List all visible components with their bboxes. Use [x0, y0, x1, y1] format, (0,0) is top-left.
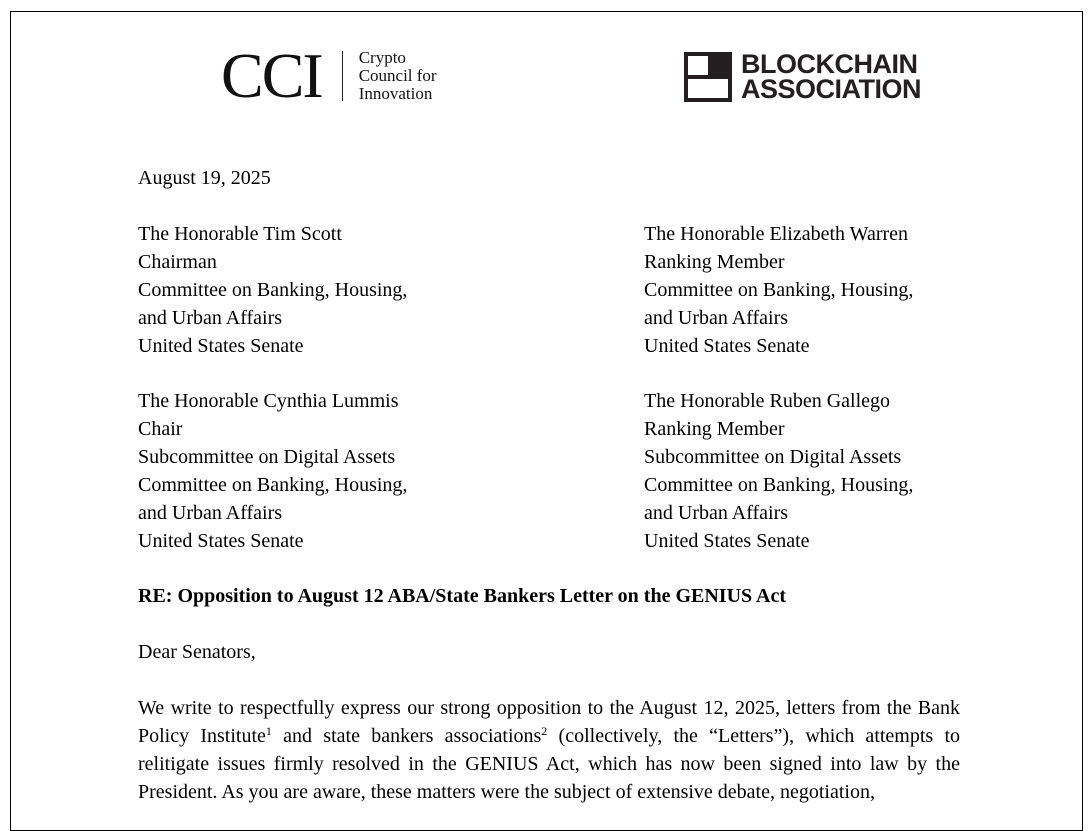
recipient-title: Chair [138, 418, 183, 440]
footnote-ref-2[interactable]: 2 [541, 724, 548, 738]
paragraph-text-1: We write to respectfully express our strong opposition to the August 12, 2025, letters from the Bank Policy Institute [138, 697, 960, 747]
cci-logo-subtitle [359, 49, 437, 103]
cci-logo-mark: CCI [221, 40, 322, 111]
blockchain-association-logo [684, 49, 922, 104]
cci-logo-line-2: Council for [358, 66, 437, 85]
paragraph-text-2: and state bankers associations [271, 725, 542, 747]
recipient-committee-line-1: Committee on Banking, Housing, [644, 279, 914, 301]
salutation: Dear Senators, [138, 641, 256, 663]
recipient-block-lummis [138, 387, 407, 555]
recipient-title: Ranking Member [644, 251, 785, 273]
recipient-name: The Honorable Elizabeth Warren [644, 223, 909, 245]
recipient-title: Chairman [138, 251, 217, 273]
subject-line: RE: Opposition to August 12 ABA/State Bankers Letter on the GENIUS Act [138, 585, 787, 607]
cci-logo [221, 40, 437, 111]
cci-logo-line-3: Innovation [358, 84, 433, 103]
recipient-body: United States Senate [138, 335, 304, 357]
recipient-committee-line-2: and Urban Affairs [644, 502, 789, 524]
blockchain-association-line-2: ASSOCIATION [741, 74, 922, 104]
body-paragraph [138, 694, 960, 806]
footnote-ref-1[interactable]: 1 [265, 724, 272, 738]
blockchain-association-icon [684, 52, 732, 102]
recipient-body: United States Senate [138, 530, 304, 552]
recipient-body: United States Senate [644, 530, 810, 552]
recipient-block-warren [644, 220, 913, 360]
blockchain-association-line-1: BLOCKCHAIN [741, 49, 918, 79]
blockchain-association-wordmark [741, 49, 922, 104]
recipient-committee-line-1: Committee on Banking, Housing, [138, 474, 408, 496]
recipient-title: Ranking Member [644, 418, 785, 440]
recipient-committee-line-2: and Urban Affairs [138, 307, 283, 329]
recipient-committee-line-2: and Urban Affairs [138, 502, 283, 524]
recipient-block-gallego [644, 387, 913, 555]
recipient-name: The Honorable Ruben Gallego [644, 390, 891, 412]
recipient-name: The Honorable Cynthia Lummis [138, 390, 399, 412]
paragraph-text-3: (collectively, the “Letters”), which attempts to relitigate issues firmly resolved in the GENIUS Act, which has now been signed into law by the President. As you are aware, these matters were the subject of extensive debate, negotiation, [138, 725, 961, 803]
recipient-block-scott [138, 220, 407, 360]
letter-date: August 19, 2025 [138, 167, 271, 189]
recipient-committee-line-1: Committee on Banking, Housing, [138, 279, 408, 301]
recipient-committee-line-1: Committee on Banking, Housing, [644, 474, 914, 496]
cci-logo-line-1: Crypto [358, 48, 406, 67]
cci-logo-divider [342, 51, 343, 101]
recipient-body: United States Senate [644, 335, 810, 357]
recipient-committee-line-2: and Urban Affairs [644, 307, 789, 329]
recipient-name: The Honorable Tim Scott [138, 223, 342, 245]
recipient-subcommittee: Subcommittee on Digital Assets [138, 446, 396, 468]
letter-page [10, 11, 1083, 831]
recipient-subcommittee: Subcommittee on Digital Assets [644, 446, 902, 468]
